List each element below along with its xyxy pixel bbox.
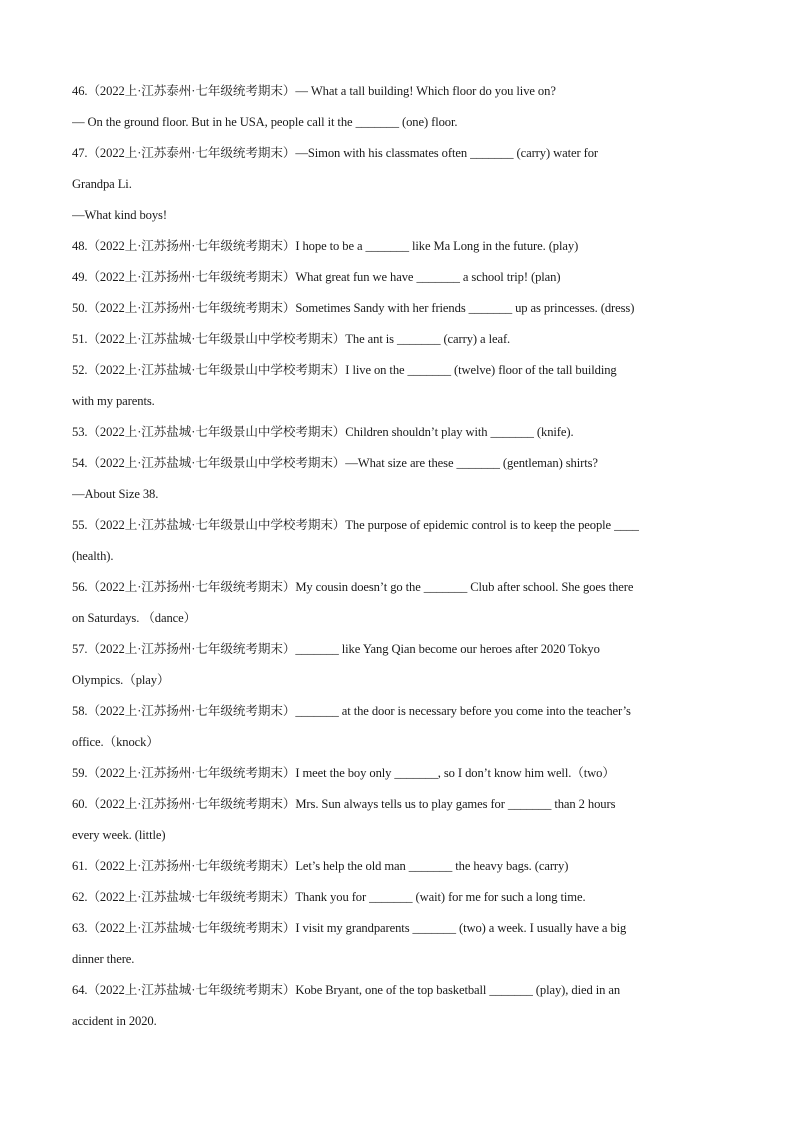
text-line-64b: accident in 2020. xyxy=(72,1014,157,1028)
text-line-47b: Grandpa Li. xyxy=(72,177,132,191)
text-line-57b: Olympics.（play） xyxy=(72,673,170,687)
text-line-54a: 54.（2022上·江苏盐城·七年级景山中学校考期末）—What size are these _______ (gentleman) shirts? xyxy=(72,456,598,470)
text-line-61: 61.（2022上·江苏扬州·七年级统考期末）Let’s help the old man _______ the heavy bags. (carry) xyxy=(72,859,569,873)
text-line-47c: —What kind boys! xyxy=(72,208,167,222)
text-line-51: 51.（2022上·江苏盐城·七年级景山中学校考期末）The ant is _______ (carry) a leaf. xyxy=(72,332,511,346)
text-line-58a: 58.（2022上·江苏扬州·七年级统考期末）_______ at the door is necessary before you come into the teacher’s xyxy=(72,704,631,718)
text-line-58b: office.（knock） xyxy=(72,735,159,749)
text-line-64a: 64.（2022上·江苏盐城·七年级统考期末）Kobe Bryant, one of the top basketball _______ (play), died in an xyxy=(72,983,621,997)
text-line-62: 62.（2022上·江苏盐城·七年级统考期末）Thank you for _______ (wait) for me for such a long time. xyxy=(72,890,586,904)
text-line-59: 59.（2022上·江苏扬州·七年级统考期末）I meet the boy only _______, so I don’t know him well.（two） xyxy=(72,766,615,780)
text-line-52a: 52.（2022上·江苏盐城·七年级景山中学校考期末）I live on the _______ (twelve) floor of the tall building xyxy=(72,363,617,377)
text-line-48: 48.（2022上·江苏扬州·七年级统考期末）I hope to be a _______ like Ma Long in the future. (play) xyxy=(72,239,579,253)
text-line-60a: 60.（2022上·江苏扬州·七年级统考期末）Mrs. Sun always tells us to play games for _______ than 2 hours xyxy=(72,797,616,811)
text-line-55a: 55.（2022上·江苏盐城·七年级景山中学校考期末）The purpose of epidemic control is to keep the people ____ xyxy=(72,518,639,532)
text-line-55b: (health). xyxy=(72,549,114,563)
text-line-54b: —About Size 38. xyxy=(72,487,159,501)
text-line-52b: with my parents. xyxy=(72,394,155,408)
text-line-49: 49.（2022上·江苏扬州·七年级统考期末）What great fun we have _______ a school trip! (plan) xyxy=(72,270,561,284)
exercise-list xyxy=(72,78,724,1039)
text-line-63a: 63.（2022上·江苏盐城·七年级统考期末）I visit my grandparents _______ (two) a week. I usually have a big xyxy=(72,921,627,935)
text-line-46a: 46.（2022上·江苏泰州·七年级统考期末）— What a tall building! Which floor do you live on? xyxy=(72,84,556,98)
text-line-53: 53.（2022上·江苏盐城·七年级景山中学校考期末）Children shouldn’t play with _______ (knife). xyxy=(72,425,574,439)
text-line-63b: dinner there. xyxy=(72,952,135,966)
text-line-46b: — On the ground floor. But in he USA, people call it the _______ (one) floor. xyxy=(72,115,458,129)
text-line-56a: 56.（2022上·江苏扬州·七年级统考期末）My cousin doesn’t go the _______ Club after school. She goes there xyxy=(72,580,634,594)
text-line-60b: every week. (little) xyxy=(72,828,166,842)
text-line-57a: 57.（2022上·江苏扬州·七年级统考期末）_______ like Yang Qian become our heroes after 2020 Tokyo xyxy=(72,642,600,656)
text-line-47a: 47.（2022上·江苏泰州·七年级统考期末）—Simon with his classmates often _______ (carry) water for xyxy=(72,146,599,160)
text-line-56b: on Saturdays. （dance） xyxy=(72,611,197,625)
text-line-50: 50.（2022上·江苏扬州·七年级统考期末）Sometimes Sandy with her friends _______ up as princesses. (dress) xyxy=(72,301,635,315)
